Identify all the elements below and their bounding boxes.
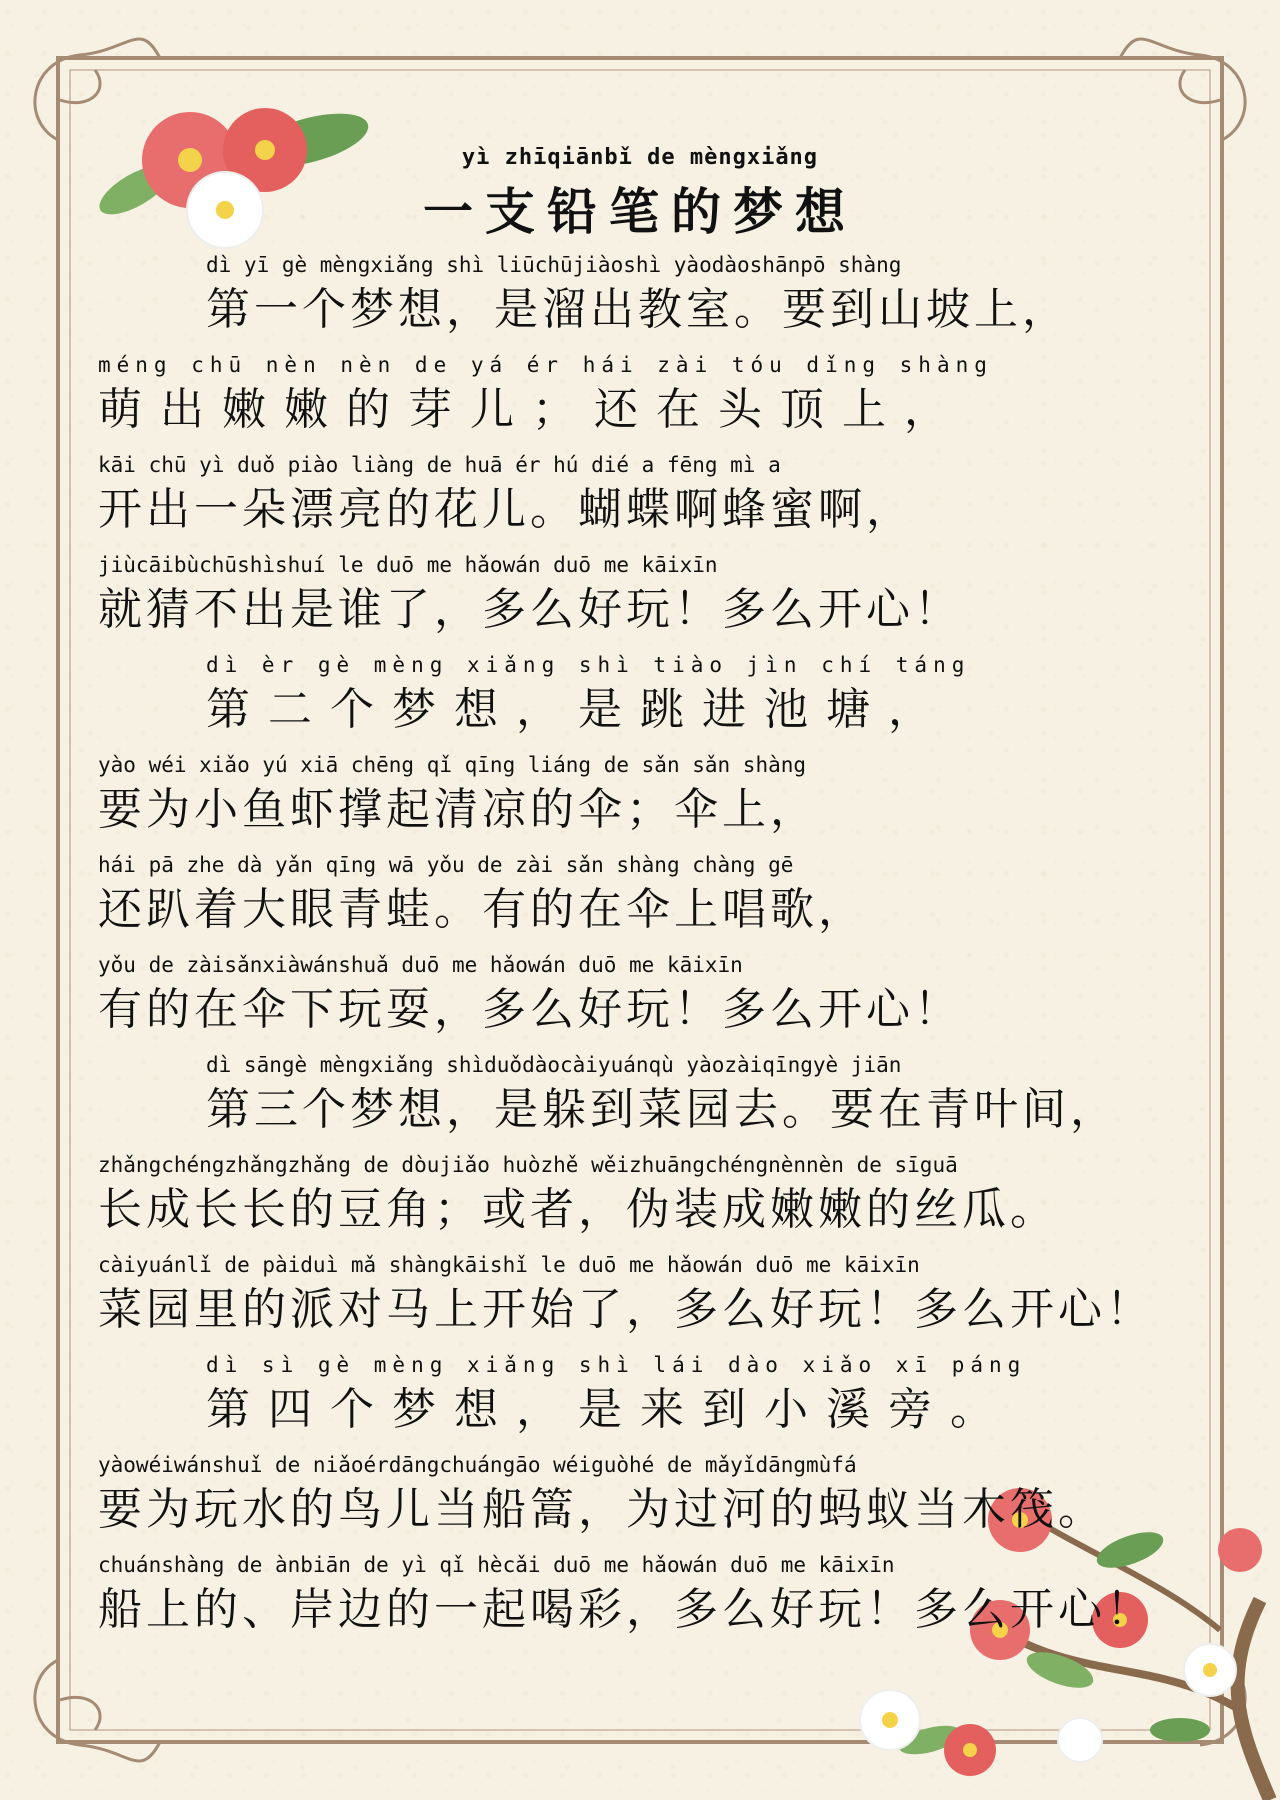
line-text: 就猜不出是谁了，多么好玩！多么开心！ bbox=[98, 584, 962, 635]
line-text: 要为小鱼虾撑起清凉的伞；伞上， bbox=[98, 784, 818, 835]
line-pinyin: jiùcāibùchūshìshuí le duō me hǎowán duō me kāixīn bbox=[98, 553, 718, 577]
line-pinyin: kāi chū yì duǒ piào liàng de huā ér hú dié a fēng mì a bbox=[98, 453, 781, 477]
poem-line bbox=[98, 1350, 1248, 1450]
line-text: 第二个梦想，是跳进池塘， bbox=[206, 684, 950, 735]
poem-line bbox=[98, 1050, 1248, 1150]
page-title: 一支铅笔的梦想 bbox=[423, 182, 857, 241]
poem-line bbox=[98, 1150, 1248, 1250]
line-text: 第一个梦想，是溜出教室。要到山坡上， bbox=[206, 284, 1070, 335]
poem-body bbox=[98, 250, 1248, 1650]
line-text: 要为玩水的鸟儿当船篙，为过河的蚂蚁当木筏。 bbox=[98, 1484, 1106, 1535]
line-pinyin: yào wéi xiǎo yú xiā chēng qǐ qīng liáng de sǎn sǎn shàng bbox=[98, 753, 807, 777]
line-text: 菜园里的派对马上开始了，多么好玩！多么开心！ bbox=[98, 1284, 1154, 1335]
line-pinyin: dì sāngè mèngxiǎng shìduǒdàocàiyuánqù yàozàiqīngyè jiān bbox=[206, 1053, 902, 1077]
line-pinyin: dì yī gè mèngxiǎng shì liūchūjiàoshì yàodàoshānpō shàng bbox=[206, 253, 902, 277]
line-pinyin: chuánshàng de ànbiān de yì qǐ hècǎi duō me hǎowán duō me kāixīn bbox=[98, 1553, 895, 1577]
line-text: 长成长长的豆角；或者，伪装成嫩嫩的丝瓜。 bbox=[98, 1184, 1058, 1235]
line-text: 第四个梦想，是来到小溪旁。 bbox=[206, 1384, 1012, 1435]
line-pinyin: càiyuánlǐ de pàiduì mǎ shàngkāishǐ le duō me hǎowán duō me kāixīn bbox=[98, 1253, 920, 1277]
line-pinyin: dì sì gè mèng xiǎng shì lái dào xiǎo xī páng bbox=[206, 1353, 1027, 1377]
poem-line bbox=[98, 650, 1248, 750]
poem-line bbox=[98, 350, 1248, 450]
line-pinyin: hái pā zhe dà yǎn qīng wā yǒu de zài sǎn shàng chàng gē bbox=[98, 853, 794, 877]
line-pinyin: yǒu de zàisǎnxiàwánshuǎ duō me hǎowán duō me kāixīn bbox=[98, 953, 743, 977]
poem-line bbox=[98, 1250, 1248, 1350]
line-pinyin: zhǎngchéngzhǎngzhǎng de dòujiǎo huòzhě wěizhuāngchéngnènnèn de sīguā bbox=[98, 1153, 958, 1177]
line-pinyin: méng chū nèn nèn de yá ér hái zài tóu dǐng shàng bbox=[98, 353, 993, 377]
poem-line bbox=[98, 550, 1248, 650]
line-text: 萌出嫩嫩的芽儿；还在头顶上， bbox=[98, 384, 966, 435]
poem-line bbox=[98, 750, 1248, 850]
line-text: 船上的、岸边的一起喝彩，多么好玩！多么开心！ bbox=[98, 1584, 1154, 1635]
line-text: 还趴着大眼青蛙。有的在伞上唱歌， bbox=[98, 884, 866, 935]
poem-line bbox=[98, 850, 1248, 950]
poem-line bbox=[98, 1550, 1248, 1650]
title-block bbox=[0, 145, 1280, 244]
title-pinyin: yì zhīqiānbǐ de mèngxiǎng bbox=[461, 145, 819, 170]
poem-line bbox=[98, 1450, 1248, 1550]
poem-line bbox=[98, 450, 1248, 550]
poem-line bbox=[98, 950, 1248, 1050]
poem-line bbox=[98, 250, 1248, 350]
line-pinyin: dì èr gè mèng xiǎng shì tiào jìn chí táng bbox=[206, 653, 971, 677]
line-pinyin: yàowéiwánshuǐ de niǎoérdāngchuángāo wéiguòhé de mǎyǐdāngmùfá bbox=[98, 1453, 857, 1477]
line-text: 第三个梦想，是躲到菜园去。要在青叶间， bbox=[206, 1084, 1118, 1135]
line-text: 有的在伞下玩耍，多么好玩！多么开心！ bbox=[98, 984, 962, 1035]
line-text: 开出一朵漂亮的花儿。蝴蝶啊蜂蜜啊， bbox=[98, 484, 914, 535]
